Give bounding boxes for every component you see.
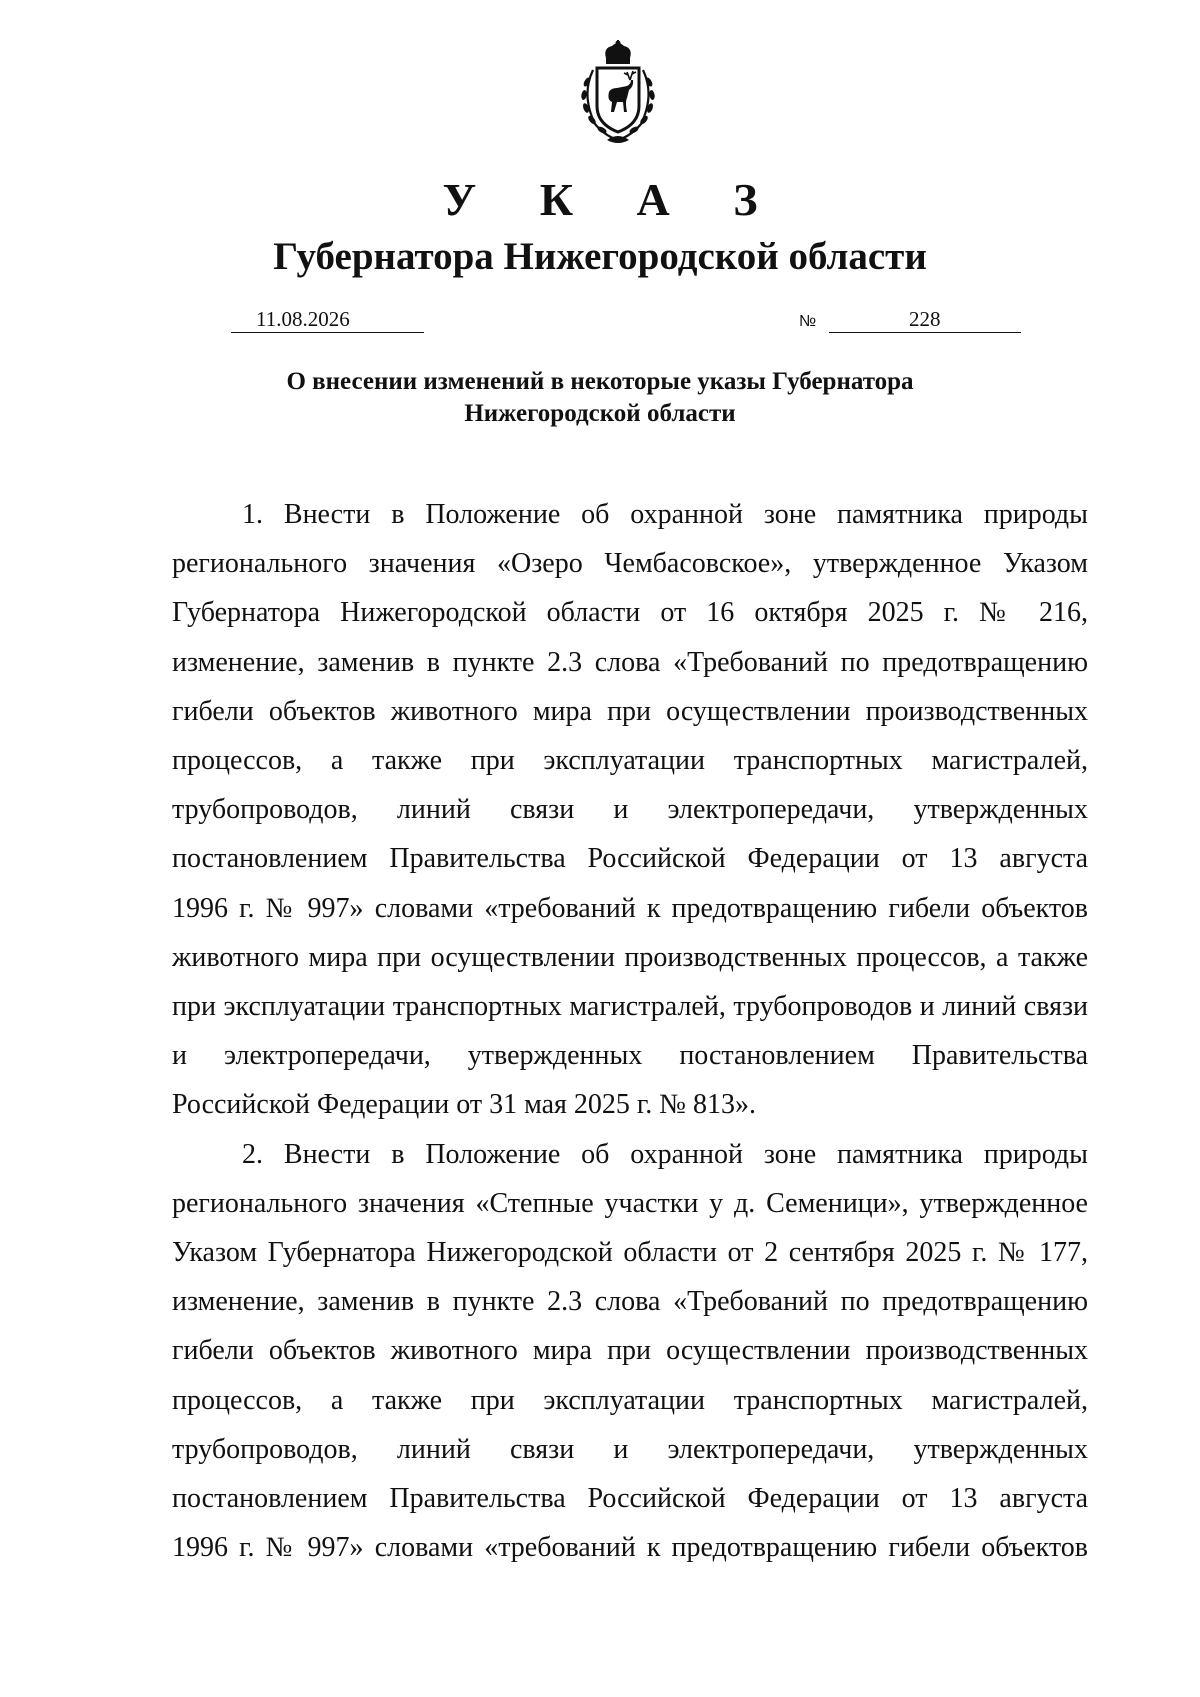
paragraph-line: трубопроводов, линий связи и электропередачи, утвержденных [172, 1433, 1088, 1465]
paragraph-line: и электропередачи, утвержденных постановлением Правительства [172, 1040, 1088, 1072]
decree-issuer: Губернатора Нижегородской области [273, 235, 927, 278]
paragraph-line: регионального значения «Озеро Чембасовское», утвержденное Указом [172, 548, 1088, 580]
paragraph-line: постановлением Правительства Российской Федерации от 13 августа [172, 843, 1088, 875]
paragraph-2 [172, 1130, 1088, 1573]
decree-date: 11.08.2026 [231, 306, 424, 333]
document-title-line-1: О внесении изменений в некоторые указы Губернатора [286, 368, 914, 395]
paragraph-line: животного мира при осуществлении производственных процессов, а также [172, 941, 1088, 973]
paragraph-line: изменение, заменив в пункте 2.3 слова «Требований по предотвращению [172, 1286, 1088, 1318]
coat-of-arms-emblem [573, 40, 663, 148]
paragraph-line: 1. Внести в Положение об охранной зоне памятника природы [242, 499, 1088, 530]
paragraph-line: при эксплуатации транспортных магистралей, трубопроводов и линий связи [172, 991, 1088, 1023]
paragraph-line: процессов, а также при эксплуатации транспортных магистралей, [172, 1384, 1088, 1416]
paragraph-line: гибели объектов животного мира при осуществлении производственных [172, 695, 1088, 727]
paragraph-line: процессов, а также при эксплуатации транспортных магистралей, [172, 745, 1088, 777]
paragraph-line: гибели объектов животного мира при осуществлении производственных [172, 1335, 1088, 1367]
paragraph-line: 1996 г. № 997» словами «требований к предотвращению гибели объектов [172, 1532, 1088, 1564]
document-title-line-2: Нижегородской области [464, 400, 736, 427]
number-sign-label: № [799, 313, 817, 330]
paragraph-line: Указом Губернатора Нижегородской области от 2 сентября 2025 г. № 177, [172, 1237, 1088, 1269]
decree-heading: У К А З [442, 174, 784, 225]
document-body [172, 490, 1088, 1572]
document-title [0, 366, 1200, 430]
paragraph-line: постановлением Правительства Российской Федерации от 13 августа [172, 1483, 1088, 1515]
paragraph-line: Российской Федерации от 31 мая 2025 г. № 813». [172, 1089, 756, 1121]
paragraph-line: изменение, заменив в пункте 2.3 слова «Требований по предотвращению [172, 646, 1088, 678]
paragraph-line: трубопроводов, линий связи и электропередачи, утвержденных [172, 794, 1088, 826]
paragraph-line: Губернатора Нижегородской области от 16 октября 2025 г. № 216, [172, 597, 1088, 629]
paragraph-line: 2. Внести в Положение об охранной зоне памятника природы [242, 1138, 1088, 1170]
paragraph-line: 1996 г. № 997» словами «требований к предотвращению гибели объектов [172, 892, 1088, 924]
decree-number: 228 [829, 306, 1021, 333]
paragraph-line: регионального значения «Степные участки у д. Семеници», утвержденное [172, 1187, 1088, 1219]
paragraph-1 [172, 490, 1088, 1130]
